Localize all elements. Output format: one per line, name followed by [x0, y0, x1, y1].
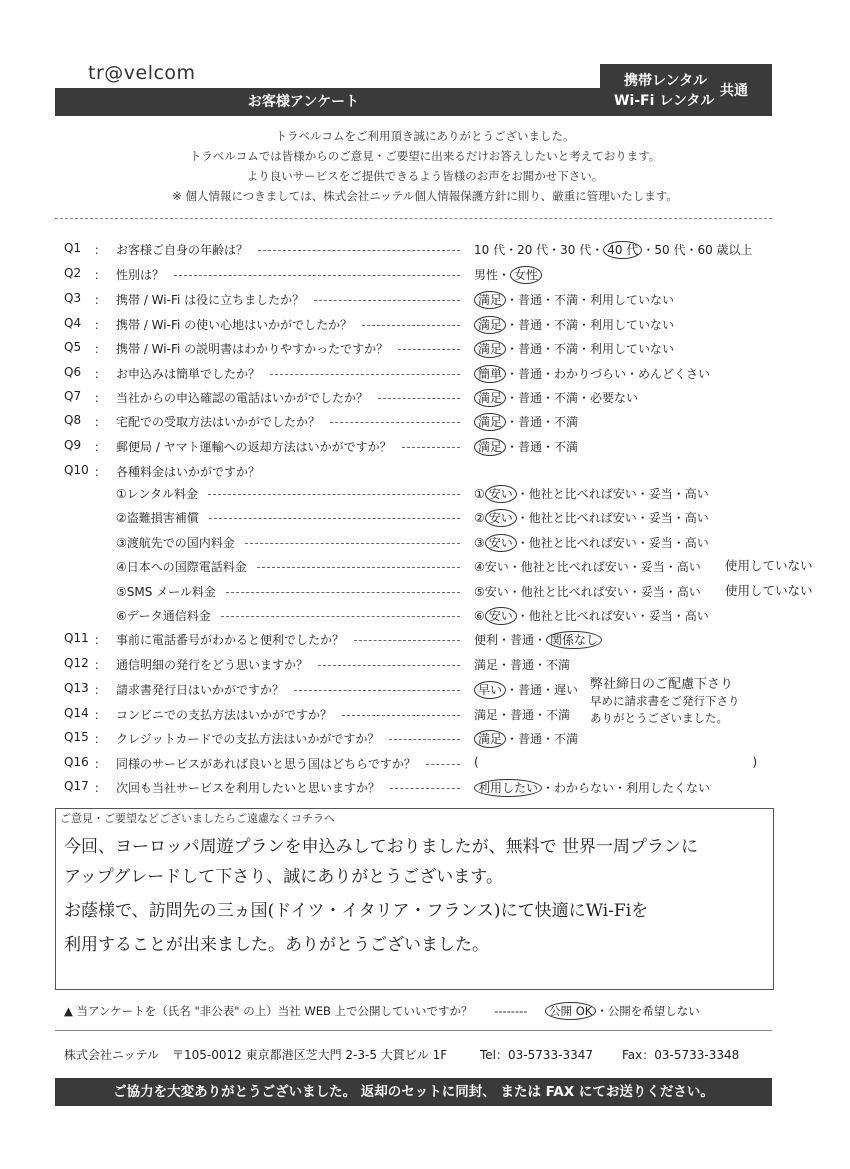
answer-options [474, 438, 578, 456]
answer-options [474, 266, 542, 284]
intro-line: ※ 個人情報につきましては、株式会社ニッテル個人情報保護方針に則り、厳重に管理いたします。 [172, 189, 678, 203]
answer-options [474, 607, 709, 625]
option-text[interactable]: 満足・普通・不満 [474, 658, 571, 672]
option-text[interactable]: 便利・普通・ [474, 633, 547, 647]
question-text: ②盗難損害補償 [116, 511, 199, 525]
question-row [0, 365, 850, 385]
comment-line: 今回、ヨーロッパ周遊プランを申込みしておりましたが、無料で 世界一周プランに [64, 837, 699, 857]
question-number: Q16 [64, 755, 89, 769]
selected-answer[interactable]: 満足 [474, 389, 506, 407]
dotted-leader [342, 715, 460, 716]
question-row [0, 755, 850, 775]
dotted-leader [390, 788, 460, 789]
answer-options [474, 534, 709, 552]
answer-options [474, 413, 578, 431]
option-text[interactable]: ・普通・不満・利用していない [506, 342, 675, 356]
option-text[interactable]: ・他社と比べれば安い・妥当・高い [516, 511, 709, 525]
question-text: 携帯 / Wi-Fi の使い心地はいかがでしたか？ [116, 318, 353, 332]
selected-answer[interactable]: 女性 [510, 266, 542, 284]
answer-options [474, 583, 701, 600]
question-colon: ： [94, 465, 107, 479]
dotted-leader [330, 422, 460, 423]
question-number: Q10 [64, 463, 89, 477]
note-line: 弊社締日のご配慮下さり [590, 677, 734, 692]
option-text[interactable]: ・普通・不満・利用していない [506, 318, 675, 332]
question-text: 通信明細の発行をどう思いますか？ [116, 658, 309, 672]
selected-answer[interactable]: 満足 [474, 316, 506, 334]
answer-options [474, 340, 674, 358]
comment-line: アップグレードして下さり、誠にありがとうございます。 [64, 867, 503, 887]
dotted-leader [398, 349, 460, 350]
note-line: 早めに請求書をご発行下さり [590, 694, 740, 708]
question-text: 次回も当社サービスを利用したいと思いますか？ [116, 781, 381, 795]
question-row [0, 316, 850, 336]
question-row [0, 291, 850, 311]
option-text[interactable]: ① [474, 487, 485, 501]
question-row [0, 779, 850, 799]
selected-answer[interactable]: 満足 [474, 438, 506, 456]
question-text: 請求書発行日はいかがですか？ [116, 683, 285, 697]
question-colon: ： [94, 367, 107, 381]
selected-answer[interactable]: 満足 [474, 340, 506, 358]
question-colon: ： [94, 342, 107, 356]
question-row [0, 583, 850, 603]
comment-line: お蔭様で、訪問先の三ヵ国(ドイツ・イタリア・フランス)にて快適にWi-Fiを [64, 901, 649, 921]
publish-ok-choice[interactable]: 公開 OK [545, 1002, 596, 1020]
question-row [0, 389, 850, 409]
option-text[interactable]: 満足・普通・不満 [474, 708, 571, 722]
dotted-leader [314, 300, 460, 301]
tag-line1: 携帯レンタル [624, 73, 708, 89]
answer-options [474, 656, 570, 673]
dotted-leader [245, 543, 460, 544]
option-text[interactable]: ・普通・不満 [506, 440, 579, 454]
dotted-leader [257, 567, 460, 568]
question-colon: ： [94, 658, 107, 672]
question-number: Q1 [64, 241, 82, 255]
question-row [0, 730, 850, 750]
question-number: Q15 [64, 730, 89, 744]
selected-answer[interactable]: 安い [485, 509, 517, 527]
question-colon: ： [94, 440, 107, 454]
option-text[interactable]: ・普通・不満 [506, 732, 579, 746]
question-text: 宅配での受取方法はいかがでしたか？ [116, 415, 321, 429]
question-row [0, 413, 850, 433]
question-text: ⑥データ通信料金 [116, 609, 211, 623]
company-fax: Fax：03-5733-3348 [622, 1048, 740, 1062]
question-row [0, 266, 850, 286]
note-line: ありがとうございました。 [590, 711, 728, 725]
option-text[interactable]: ・普通・遅い [506, 683, 579, 697]
question-row [0, 340, 850, 360]
intro-line: より良いサービスをご提供できるよう皆様のお声をお聞かせ下さい。 [246, 169, 604, 183]
dotted-leader [378, 398, 460, 399]
option-text[interactable]: ・他社と比べれば安い・妥当・高い [516, 536, 709, 550]
intro-line: トラベルコムでは皆様からのご意見・ご要望に出来るだけお答えしたいと考えております。 [189, 149, 661, 163]
option-text[interactable]: ・50 代・60 歳以上 [642, 243, 753, 257]
question-row [0, 438, 850, 458]
fee-note: 使用していない [725, 583, 813, 598]
dotted-leader [389, 739, 460, 740]
dotted-leader [226, 592, 460, 593]
question-number: Q6 [64, 365, 82, 379]
dotted-leader [270, 374, 460, 375]
divider [55, 218, 772, 219]
divider [55, 1030, 772, 1031]
selected-answer[interactable]: 満足 [474, 291, 506, 309]
question-number: Q13 [64, 681, 89, 695]
dotted-leader [294, 690, 460, 691]
comment-heading: ご意見・ご要望などございましたらご遠慮なくコチラへ [60, 812, 335, 825]
dotted-leader [221, 616, 460, 617]
dotted-leader [174, 275, 460, 276]
question-row [0, 509, 850, 529]
fee-note: 使用していない [725, 558, 813, 573]
question-text: ①レンタル料金 [116, 487, 198, 501]
question-colon: ： [94, 415, 107, 429]
question-number: Q7 [64, 389, 82, 403]
question-colon: ： [94, 683, 107, 697]
question-colon: ： [94, 781, 107, 795]
publish-dashes: -------- [494, 1004, 528, 1018]
question-number: Q12 [64, 656, 89, 670]
question-text: 性別は？ [116, 268, 165, 282]
question-row [0, 558, 850, 578]
option-text[interactable]: ・他社と比べれば安い・妥当・高い [516, 609, 709, 623]
question-number: Q14 [64, 706, 89, 720]
answer-options [474, 706, 570, 723]
answer-options [474, 485, 709, 503]
option-text[interactable]: ・普通・わかりづらい・めんどくさい [506, 367, 711, 381]
question-colon: ： [94, 243, 107, 257]
answer-options [474, 779, 710, 797]
question-number: Q4 [64, 316, 82, 330]
answer-options [474, 509, 709, 527]
question-number: Q11 [64, 631, 89, 645]
footer-band: ご協力を大変ありがとうございました。 返却のセットに同封、 または FAX にてお送りください。 [55, 1078, 772, 1106]
question-colon: ： [94, 633, 107, 647]
answer-options [474, 365, 710, 383]
tag-common: 共通 [720, 83, 748, 99]
answer-options [474, 558, 701, 575]
intro-line: トラベルコムをご利用頂き誠にありがとうございました。 [275, 129, 575, 143]
selected-answer[interactable]: 満足 [474, 730, 506, 748]
question-text: コンビニでの支払方法はいかがですか？ [116, 708, 333, 722]
answer-options [474, 291, 674, 309]
selected-answer[interactable]: 簡単 [474, 365, 506, 383]
dotted-leader [354, 640, 460, 641]
question-row [0, 656, 850, 676]
question-colon: ： [94, 268, 107, 282]
dotted-leader [362, 325, 460, 326]
question-text: ③渡航先での国内料金 [116, 536, 235, 550]
option-text[interactable]: ・普通・不満 [506, 415, 579, 429]
question-row [0, 241, 850, 261]
option-text[interactable]: ) [748, 755, 758, 769]
question-row [0, 463, 850, 483]
question-text: 当社からの申込確認の電話はいかがでしたか？ [116, 391, 369, 405]
company-tel: Tel：03-5733-3347 [480, 1048, 594, 1062]
question-row [0, 631, 850, 651]
answer-options [474, 730, 578, 748]
option-text[interactable]: ③ [474, 536, 485, 550]
company-address: 〒105-0012 東京都港区芝大門 2-3-5 大貫ビル 1F [172, 1048, 448, 1062]
page-title: お客様アンケート [247, 94, 360, 110]
option-text[interactable]: ② [474, 511, 485, 525]
question-colon: ： [94, 318, 107, 332]
question-text: 各種料金はいかがですか？ [116, 465, 261, 479]
question-number: Q5 [64, 340, 82, 354]
question-colon: ： [94, 732, 107, 746]
question-number: Q9 [64, 438, 82, 452]
answer-options [474, 631, 602, 649]
option-text[interactable]: ・他社と比べれば安い・妥当・高い [516, 487, 709, 501]
selected-answer[interactable]: 利用したい [474, 779, 542, 797]
option-text[interactable]: ⑥ [474, 609, 485, 623]
answer-options [474, 681, 578, 699]
question-text: 同様のサービスがあれば良いと思う国はどちらですか？ [116, 757, 416, 771]
publish-text: ▲ 当アンケートを（氏名 "非公表" の上）当社 WEB 上で公開していいですか？ [64, 1004, 473, 1018]
question-number: Q17 [64, 779, 89, 793]
dotted-leader [258, 250, 460, 251]
dotted-leader [426, 764, 460, 765]
answer-options [474, 389, 638, 407]
option-text[interactable]: 男性・ [474, 268, 511, 282]
question-text: クレジットカードでの支払方法はいかがですか？ [116, 732, 380, 746]
answer-options [474, 755, 757, 769]
question-text: 郵便局 / ヤマト運輸への返却方法はいかがですか？ [116, 440, 392, 454]
dotted-leader [318, 665, 460, 666]
publish-decline-choice[interactable]: ・公開を希望しない [596, 1004, 700, 1018]
question-number: Q3 [64, 291, 82, 305]
question-colon: ： [94, 391, 107, 405]
tag-line2: Wi-Fi レンタル [614, 93, 715, 109]
dotted-leader [209, 518, 460, 519]
selected-answer[interactable]: 関係なし [546, 631, 602, 649]
answer-options [474, 241, 753, 259]
intro-text [0, 126, 850, 206]
q13-handwritten-note [590, 676, 740, 727]
option-text[interactable]: ④安い・他社と比べれば安い・妥当・高い [474, 560, 701, 574]
question-row [0, 485, 850, 505]
question-text: 携帯 / Wi-Fi の説明書はわかりやすかったですか？ [116, 342, 389, 356]
selected-answer[interactable]: 40 代 [603, 241, 642, 259]
dotted-leader [402, 447, 460, 448]
option-text[interactable]: ・わからない・利用したくない [542, 781, 711, 795]
option-text[interactable]: ( [474, 755, 479, 769]
question-colon: ： [94, 708, 107, 722]
option-text[interactable]: ・普通・不満・必要ない [506, 391, 639, 405]
answer-options [474, 316, 674, 334]
question-text: ⑤SMS メール料金 [116, 585, 216, 599]
question-row [0, 534, 850, 554]
question-text: 事前に電話番号がわかると便利でしたか？ [116, 633, 345, 647]
question-number: Q2 [64, 266, 82, 280]
selected-answer[interactable]: 安い [485, 607, 517, 625]
option-text[interactable]: ・普通・不満・利用していない [506, 293, 675, 307]
option-text[interactable]: 10 代・20 代・30 代・ [474, 243, 604, 257]
logo: tr@velcom [88, 62, 196, 84]
selected-answer[interactable]: 満足 [474, 413, 506, 431]
selected-answer[interactable]: 早い [474, 681, 506, 699]
dotted-leader [208, 494, 460, 495]
question-text: 携帯 / Wi-Fi は役に立ちましたか？ [116, 293, 305, 307]
selected-answer[interactable]: 安い [485, 534, 517, 552]
question-text: お客様ご自身の年齢は？ [116, 243, 249, 257]
question-colon: ： [94, 293, 107, 307]
option-text[interactable]: ⑤安い・他社と比べれば安い・妥当・高い [474, 585, 701, 599]
question-colon: ： [94, 757, 107, 771]
publish-question [64, 1002, 700, 1020]
question-row [0, 607, 850, 627]
question-number: Q8 [64, 413, 82, 427]
selected-answer[interactable]: 安い [485, 485, 517, 503]
company-name: 株式会社ニッテル [64, 1048, 159, 1062]
comment-line: 利用することが出来ました。ありがとうございました。 [64, 935, 489, 955]
question-text: ④日本への国際電話料金 [116, 560, 247, 574]
question-text: お申込みは簡単でしたか？ [116, 367, 261, 381]
service-tag [600, 64, 772, 116]
